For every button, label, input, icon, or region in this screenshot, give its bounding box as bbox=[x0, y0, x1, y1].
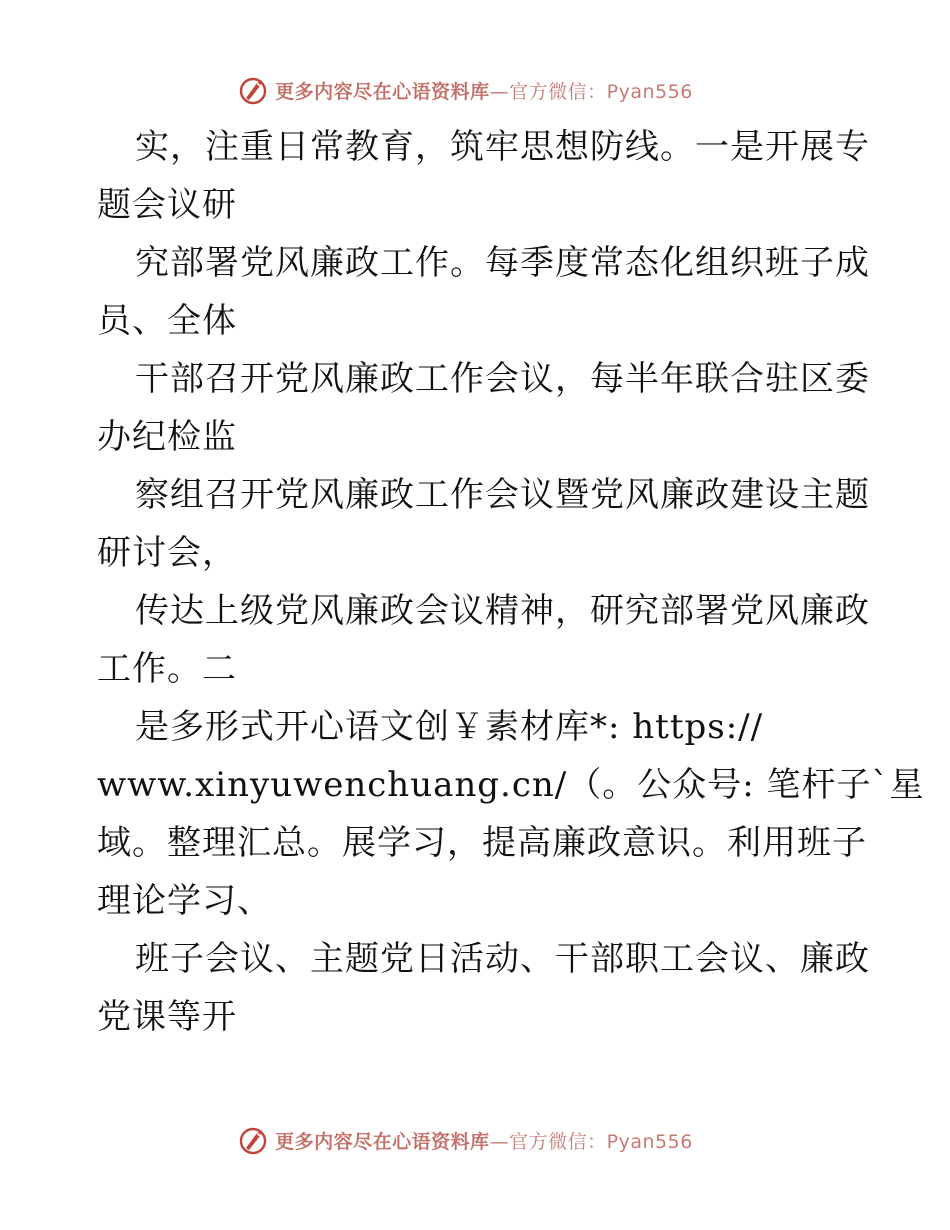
text-line: 班子会议、主题党日活动、干部职工会议、廉政 bbox=[135, 939, 870, 979]
pen-nib-logo-icon bbox=[237, 74, 269, 106]
text-line: 员、全体 bbox=[97, 301, 237, 341]
header-banner-inner bbox=[237, 74, 693, 106]
footer-banner-inner bbox=[237, 1124, 693, 1156]
text-line: 实，注重日常教育，筑牢思想防线。一是开展专 bbox=[135, 127, 870, 167]
text-line: 干部召开党风廉政工作会议，每半年联合驻区委 bbox=[135, 359, 870, 399]
body-text bbox=[97, 118, 925, 1046]
text-line: 究部署党风廉政工作。每季度常态化组织班子成 bbox=[135, 243, 870, 283]
pen-nib-logo-icon bbox=[237, 1124, 269, 1156]
header-banner-dash: — bbox=[489, 80, 510, 103]
header-banner-text bbox=[275, 77, 693, 104]
text-line: 研讨会， bbox=[97, 533, 237, 573]
footer-banner-main: 更多内容尽在心语资料库 bbox=[275, 1130, 490, 1153]
text-line: 理论学习、 bbox=[97, 881, 272, 921]
text-line: 党课等开 bbox=[97, 997, 237, 1037]
footer-banner-sub: 官方微信：Pyan556 bbox=[509, 1130, 693, 1153]
text-line: 察组召开党风廉政工作会议暨党风廉政建设主题 bbox=[135, 475, 870, 515]
footer-banner-dash: — bbox=[489, 1130, 510, 1153]
text-line: 传达上级党风廉政会议精神，研究部署党风廉政 bbox=[135, 591, 870, 631]
header-banner-main: 更多内容尽在心语资料库 bbox=[275, 80, 490, 103]
text-line: 工作。二 bbox=[97, 649, 237, 689]
text-line: 是多形式开心语文创￥素材库*: https:// bbox=[135, 707, 764, 747]
header-banner-sub: 官方微信：Pyan556 bbox=[509, 80, 693, 103]
text-line: 域。整理汇总。展学习，提高廉政意识。利用班子 bbox=[97, 823, 867, 863]
text-line: 题会议研 bbox=[97, 185, 237, 225]
text-line: www.xinyuwenchuang.cn/（。公众号: 笔杆子`星 bbox=[97, 765, 925, 805]
header-banner bbox=[0, 70, 950, 110]
footer-banner-text bbox=[275, 1127, 693, 1154]
text-line: 办纪检监 bbox=[97, 417, 237, 457]
footer-banner bbox=[0, 1120, 950, 1160]
